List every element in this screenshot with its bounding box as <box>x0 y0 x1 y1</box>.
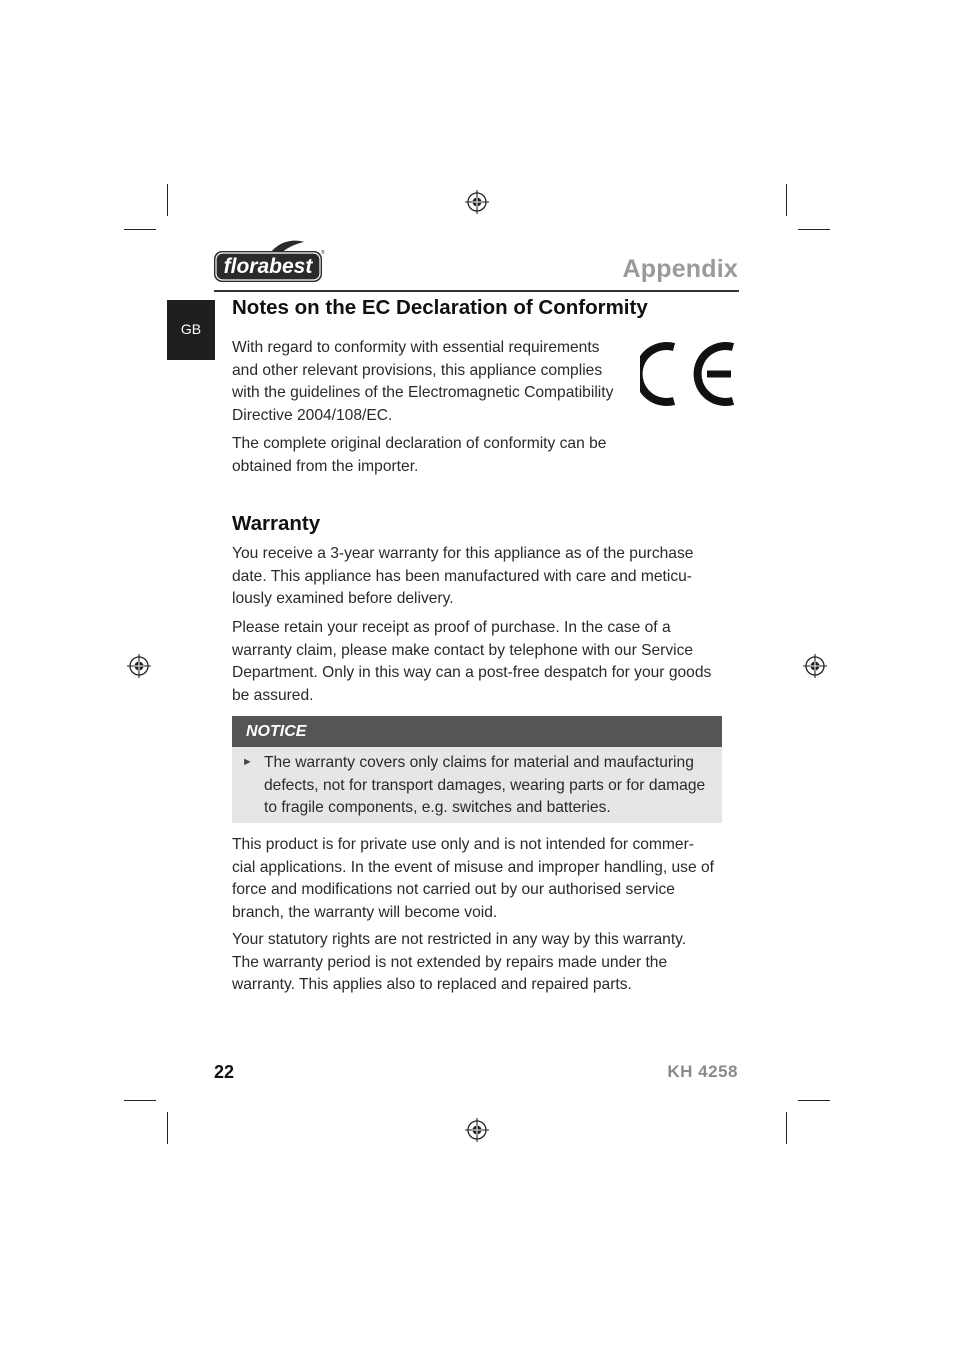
crop-mark <box>786 1112 787 1144</box>
svg-text:®: ® <box>321 250 325 256</box>
crop-mark <box>167 1112 168 1144</box>
language-code: GB <box>180 321 202 337</box>
notice-text: The warranty covers only claims for material and maufacturing defects, not for transport damages, wearing parts or for damage to fragile components, e.g. switches and batteries. <box>264 754 706 816</box>
bullet-arrow-icon: ► <box>242 756 253 768</box>
svg-text:florabest: florabest <box>223 255 313 278</box>
florabest-logo <box>213 238 325 284</box>
notice-header <box>232 716 722 747</box>
registration-mark-icon <box>465 190 489 214</box>
crop-mark <box>124 1100 156 1101</box>
ec-paragraph-1: With regard to conformity with essential requirements and other relevant provisions, this appliance complies with the guidelines of the Electromagnetic Compatibility Directive 2004/108/EC. <box>232 339 614 424</box>
warranty-paragraph-1: You receive a 3-year warranty for this appliance as of the purchase date. This appliance has been manufactured with care and meticu-lously examined before delivery. <box>232 545 694 607</box>
warranty-heading: Warranty <box>232 512 321 535</box>
warranty-paragraph-3: This product is for private use only and is not intended for commer-cial applications. In the event of misuse and improper handling, use of force and modifications not carried out by our authorised service branch, the warranty will become void. <box>232 836 714 921</box>
warranty-paragraph-2: Please retain your receipt as proof of purchase. In the case of a warranty claim, please make contact by telephone with our Service Department. Only in this way can a post-free despatch for your goods be assured. <box>232 619 712 704</box>
section-title: Appendix <box>622 255 738 283</box>
registration-mark-icon <box>465 1118 489 1142</box>
crop-mark <box>798 1100 830 1101</box>
notice-box <box>232 716 722 823</box>
registration-mark-icon <box>803 654 827 678</box>
ce-mark-icon <box>640 339 738 409</box>
crop-mark <box>786 184 787 216</box>
crop-mark <box>124 229 156 230</box>
page-number: 22 <box>214 1062 235 1082</box>
crop-mark <box>167 184 168 216</box>
warranty-paragraph-4: Your statutory rights are not restricted in any way by this warranty. The warranty period is not extended by repairs made under the warranty. This applies also to replaced and repaired parts. <box>232 931 687 993</box>
language-tab <box>167 300 215 360</box>
notice-title: NOTICE <box>246 722 307 740</box>
ec-declaration-heading: Notes on the EC Declaration of Conformity <box>232 296 648 319</box>
ec-paragraph-2: The complete original declaration of conformity can be obtained from the importer. <box>232 435 607 475</box>
header-rule <box>214 290 739 292</box>
model-number: KH 4258 <box>667 1062 738 1081</box>
registration-mark-icon <box>127 654 151 678</box>
crop-mark <box>798 229 830 230</box>
